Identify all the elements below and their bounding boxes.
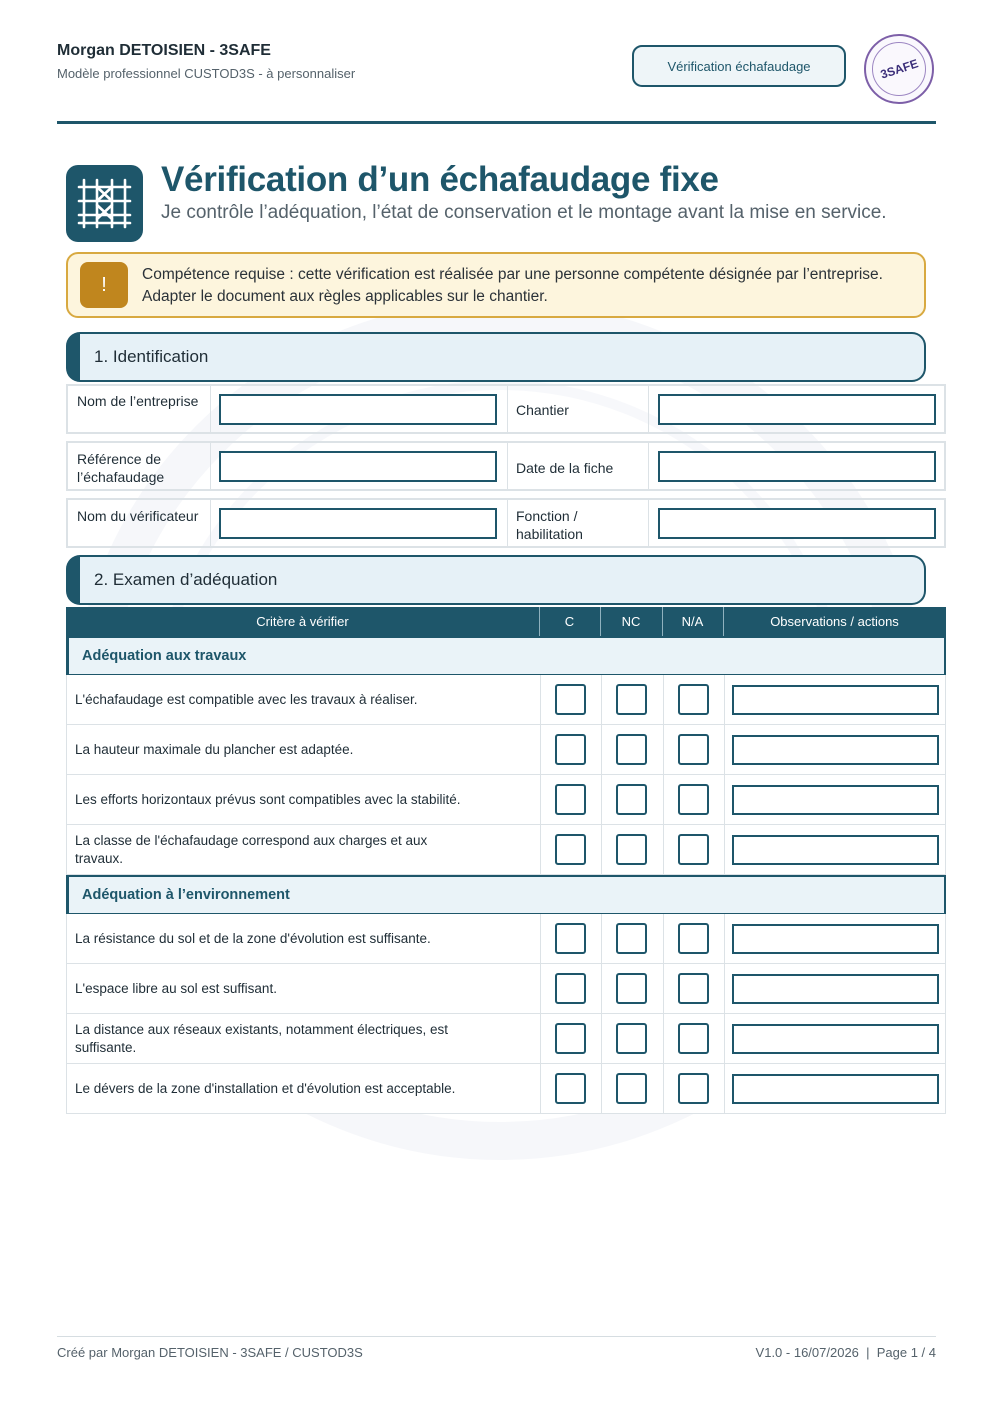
criterion-text: L'échafaudage est compatible avec les travaux à réaliser. — [75, 691, 418, 707]
company-name-label: Nom de l’entreprise — [77, 393, 199, 409]
column-header-na: N/A — [681, 614, 704, 629]
footer-divider — [57, 1336, 936, 1337]
group-header-environment: Adéquation à l’environnement — [66, 875, 946, 915]
alert-text: Compétence requise : cette vérification est réalisée par une personne compétente désignée par l’entreprise. Adapter le document aux règles applicables sur le chantier. — [142, 266, 883, 305]
document-type-badge: Vérification échafaudage — [632, 45, 846, 87]
criterion-text: L'espace libre au sol est suffisant. — [75, 980, 277, 996]
group-header-works: Adéquation aux travaux — [66, 636, 946, 676]
non-compliant-checkbox[interactable] — [616, 834, 647, 865]
identification-row — [66, 384, 946, 434]
criterion-text: Le dévers de la zone d'installation et d'évolution est acceptable. — [75, 1080, 456, 1096]
compliant-checkbox[interactable] — [555, 1073, 586, 1104]
identification-row — [66, 498, 946, 548]
function-field[interactable] — [658, 508, 936, 539]
non-compliant-checkbox[interactable] — [616, 684, 647, 715]
section-adequacy-header — [66, 555, 926, 605]
criterion-text: Les efforts horizontaux prévus sont compatibles avec la stabilité. — [75, 791, 461, 807]
column-header-criterion: Critère à vérifier — [256, 614, 349, 629]
column-header-observations: Observations / actions — [770, 614, 899, 629]
section-title: 1. Identification — [94, 347, 209, 366]
not-applicable-checkbox[interactable] — [678, 784, 709, 815]
section-identification-header — [66, 332, 926, 382]
inspector-name-label: Nom du vérificateur — [77, 508, 199, 524]
logo-text: 3SAFE — [878, 56, 920, 82]
not-applicable-checkbox[interactable] — [678, 684, 709, 715]
scaffold-reference-field[interactable] — [219, 451, 497, 482]
non-compliant-checkbox[interactable] — [616, 784, 647, 815]
observations-field[interactable] — [732, 1024, 939, 1054]
identification-row — [66, 441, 946, 491]
non-compliant-checkbox[interactable] — [616, 1023, 647, 1054]
compliant-checkbox[interactable] — [555, 1023, 586, 1054]
not-applicable-checkbox[interactable] — [678, 834, 709, 865]
observations-field[interactable] — [732, 974, 939, 1004]
criterion-text: La hauteur maximale du plancher est adaptée. — [75, 741, 354, 757]
page-description: Je contrôle l’adéquation, l’état de conservation et le montage avant la mise en service. — [161, 202, 887, 223]
inspector-name-field[interactable] — [219, 508, 497, 539]
template-subtitle: Modèle professionnel CUSTOD3S - à personnaliser — [57, 66, 356, 81]
sheet-date-label: Date de la fiche — [516, 460, 614, 476]
criterion-text: La distance aux réseaux existants, notamment électriques, est suffisante. — [75, 1021, 448, 1055]
compliant-checkbox[interactable] — [555, 734, 586, 765]
author-name: Morgan DETOISIEN - 3SAFE — [57, 42, 271, 59]
page-title: Vérification d’un échafaudage fixe — [161, 160, 719, 199]
not-applicable-checkbox[interactable] — [678, 734, 709, 765]
sheet-date-field[interactable] — [658, 451, 936, 482]
table-row — [66, 675, 946, 725]
table-row — [66, 964, 946, 1014]
compliant-checkbox[interactable] — [555, 923, 586, 954]
warning-icon: ! — [80, 262, 128, 308]
non-compliant-checkbox[interactable] — [616, 923, 647, 954]
column-header-c: C — [564, 614, 575, 629]
compliant-checkbox[interactable] — [555, 834, 586, 865]
header-divider — [57, 121, 936, 124]
footer-credit: Créé par Morgan DETOISIEN - 3SAFE / CUSTOD3S — [57, 1345, 363, 1360]
non-compliant-checkbox[interactable] — [616, 734, 647, 765]
function-label: Fonction / habilitation — [516, 508, 583, 542]
non-compliant-checkbox[interactable] — [616, 973, 647, 1004]
non-compliant-checkbox[interactable] — [616, 1073, 647, 1104]
not-applicable-checkbox[interactable] — [678, 973, 709, 1004]
observations-field[interactable] — [732, 735, 939, 765]
compliant-checkbox[interactable] — [555, 784, 586, 815]
table-row — [66, 825, 946, 875]
compliant-checkbox[interactable] — [555, 973, 586, 1004]
scaffold-reference-label: Référence de l’échafaudage — [77, 451, 165, 485]
table-header — [66, 607, 946, 636]
3safe-logo — [864, 34, 934, 104]
footer-version-page: V1.0 - 16/07/2026 | Page 1 / 4 — [755, 1345, 936, 1360]
table-row — [66, 914, 946, 964]
observations-field[interactable] — [732, 785, 939, 815]
not-applicable-checkbox[interactable] — [678, 1073, 709, 1104]
criterion-text: La classe de l'échafaudage correspond aux charges et aux travaux. — [75, 832, 428, 866]
not-applicable-checkbox[interactable] — [678, 923, 709, 954]
scaffold-icon — [66, 165, 143, 242]
observations-field[interactable] — [732, 1074, 939, 1104]
criterion-text: La résistance du sol et de la zone d'évolution est suffisante. — [75, 930, 431, 946]
section-title: 2. Examen d’adéquation — [94, 570, 278, 589]
table-row — [66, 775, 946, 825]
not-applicable-checkbox[interactable] — [678, 1023, 709, 1054]
table-row — [66, 725, 946, 775]
observations-field[interactable] — [732, 924, 939, 954]
observations-field[interactable] — [732, 685, 939, 715]
site-label: Chantier — [516, 402, 569, 418]
compliant-checkbox[interactable] — [555, 684, 586, 715]
observations-field[interactable] — [732, 835, 939, 865]
company-name-field[interactable] — [219, 394, 497, 425]
site-field[interactable] — [658, 394, 936, 425]
column-header-nc: NC — [621, 614, 641, 629]
table-row — [66, 1014, 946, 1064]
table-row — [66, 1064, 946, 1114]
